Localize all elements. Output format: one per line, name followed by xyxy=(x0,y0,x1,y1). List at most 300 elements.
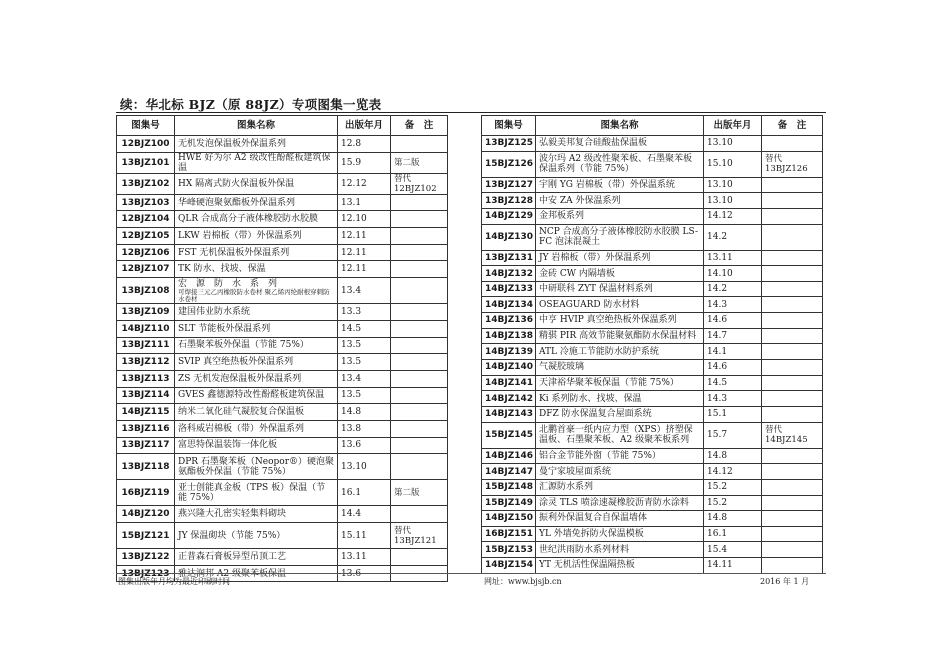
table-row xyxy=(117,278,448,304)
catalog-code xyxy=(117,211,175,228)
publish-date xyxy=(704,328,762,344)
catalog-name xyxy=(536,177,704,193)
catalog-code xyxy=(117,420,175,437)
remark-text: 替代 14BJZ145 xyxy=(765,425,808,446)
remark xyxy=(391,173,448,194)
publish-date xyxy=(338,194,391,211)
catalog-code-text: 13BJZ109 xyxy=(121,306,170,317)
publish-date xyxy=(338,523,391,549)
table-row xyxy=(117,523,448,549)
remark xyxy=(391,194,448,211)
catalog-code xyxy=(117,173,175,194)
table-row xyxy=(117,320,448,337)
catalog-name-text: 华峰硬泡聚氨酯板外保温系列 xyxy=(178,197,296,208)
catalog-name-text: OSEAGUARD 防水材料 xyxy=(539,299,640,310)
remark xyxy=(391,437,448,454)
publish-date xyxy=(704,448,762,464)
catalog-name-text: TK 防水、找坡、保温 xyxy=(178,264,266,275)
table-row xyxy=(482,266,823,282)
remark xyxy=(762,208,823,224)
catalog-code xyxy=(482,360,536,376)
catalog-code-text: 14BJZ136 xyxy=(485,315,534,326)
publish-date-text: 12.11 xyxy=(341,247,367,258)
publish-date-text: 13.5 xyxy=(341,340,362,351)
catalog-code-text: 13BJZ123 xyxy=(121,568,170,579)
catalog-code-text: 14BJZ133 xyxy=(485,284,534,295)
publish-date-text: 13.10 xyxy=(707,138,733,149)
catalog-code-text: 15BJZ153 xyxy=(485,544,534,555)
catalog-code-text: 12BJZ107 xyxy=(121,264,170,275)
publish-date-text: 15.1 xyxy=(707,409,728,420)
remark xyxy=(762,250,823,266)
publish-date xyxy=(704,297,762,313)
catalog-name xyxy=(536,422,704,448)
catalog-code-text: 13BJZ117 xyxy=(121,440,170,451)
catalog-code-text: 12BJZ104 xyxy=(121,214,170,225)
publish-date xyxy=(704,313,762,329)
publish-date xyxy=(704,479,762,495)
publish-date xyxy=(338,337,391,354)
remark xyxy=(762,406,823,422)
table-header-row xyxy=(482,116,823,136)
remark xyxy=(391,136,448,153)
remark xyxy=(762,422,823,448)
publish-date-text: 15.2 xyxy=(707,497,728,508)
table-header-row xyxy=(117,116,448,136)
catalog-code-text: 13BJZ118 xyxy=(121,461,170,472)
catalog-code xyxy=(482,328,536,344)
publish-date xyxy=(704,224,762,250)
remark xyxy=(391,387,448,404)
publish-date-text: 13.6 xyxy=(341,440,362,451)
catalog-code-text: 14BJZ129 xyxy=(485,211,534,222)
catalog-name xyxy=(536,313,704,329)
publish-date-text: 14.7 xyxy=(707,331,728,342)
catalog-code xyxy=(117,278,175,304)
catalog-name xyxy=(175,404,338,421)
table-row xyxy=(482,177,823,193)
catalog-code xyxy=(117,136,175,153)
catalog-name-text: NCP 合成高分子液体橡胶防水胶膜 LS-FC 泡沫混凝土 xyxy=(539,227,699,248)
publish-date xyxy=(338,354,391,371)
publish-date-text: 14.10 xyxy=(707,268,733,279)
catalog-code-text: 13BJZ125 xyxy=(485,138,534,149)
catalog-name xyxy=(175,523,338,549)
catalog-name xyxy=(536,151,704,177)
catalog-name-text: 中研联科 ZYT 保温材料系列 xyxy=(539,284,653,295)
catalog-code xyxy=(117,320,175,337)
remark xyxy=(762,511,823,527)
publish-date xyxy=(704,281,762,297)
catalog-code-text: 14BJZ147 xyxy=(485,466,534,477)
catalog-code xyxy=(117,387,175,404)
catalog-name xyxy=(175,228,338,245)
publish-date xyxy=(704,495,762,511)
catalog-code-text: 13BJZ103 xyxy=(121,197,170,208)
catalog-code-text: 14BJZ138 xyxy=(485,331,534,342)
catalog-code-text: 13BJZ127 xyxy=(485,179,534,190)
catalog-code-text: 14BJZ110 xyxy=(121,323,170,334)
catalog-name xyxy=(175,173,338,194)
catalog-name xyxy=(536,558,704,574)
catalog-code xyxy=(117,523,175,549)
catalog-name-text: SLT 节能板外保温系列 xyxy=(178,323,271,334)
catalog-code xyxy=(482,208,536,224)
catalog-name-text: 纳米二氧化硅气凝胶复合保温板 xyxy=(178,407,305,418)
remark xyxy=(391,480,448,506)
publish-date-text: 13.6 xyxy=(341,568,362,579)
publish-date xyxy=(338,454,391,480)
catalog-code-text: 14BJZ150 xyxy=(485,513,534,524)
table-row xyxy=(117,152,448,173)
publish-date-text: 14.8 xyxy=(341,407,362,418)
publish-date-text: 13.3 xyxy=(341,306,362,317)
remark xyxy=(762,328,823,344)
catalog-name-text: 曼宁家坡屋面系统 xyxy=(539,466,612,477)
publish-date xyxy=(704,344,762,360)
catalog-name xyxy=(175,337,338,354)
publish-date-text: 14.5 xyxy=(707,378,728,388)
table-row xyxy=(117,261,448,278)
remark xyxy=(762,495,823,511)
publish-date-text: 15.9 xyxy=(341,157,362,168)
catalog-name-text: 弘毅美邦复合硅酸盐保温板 xyxy=(539,138,648,149)
catalog-name xyxy=(536,136,704,152)
remark xyxy=(391,244,448,261)
catalog-code-text: 15BJZ121 xyxy=(121,530,170,541)
publish-date xyxy=(704,558,762,574)
catalog-name-text: LKW 岩棉板（带）外保温系列 xyxy=(178,230,302,241)
publish-date xyxy=(338,152,391,173)
catalog-code xyxy=(482,526,536,542)
catalog-name-text: 富思特保温装饰一体化板 xyxy=(178,440,278,451)
catalog-name-text: 铝合金节能外窗（节能 75%） xyxy=(539,450,661,461)
catalog-name-text: YL 外墙免拆防火保温模板 xyxy=(539,529,644,540)
publish-date xyxy=(704,422,762,448)
catalog-code xyxy=(117,244,175,261)
remark-text: 替代 12BJZ102 xyxy=(394,173,437,194)
catalog-name-text: 无机发泡保温板外保温系列 xyxy=(178,138,287,149)
table-row xyxy=(482,328,823,344)
publish-date-text: 16.1 xyxy=(707,529,728,540)
publish-date-text: 16.1 xyxy=(341,487,362,498)
remark xyxy=(391,523,448,549)
catalog-code xyxy=(482,313,536,329)
publish-date xyxy=(704,193,762,209)
catalog-name-text: FST 无机保温板外保温系列 xyxy=(178,247,290,258)
publish-date xyxy=(704,177,762,193)
catalog-name-text: 雅达润邦 A2 级聚苯板保温 xyxy=(178,568,286,579)
catalog-name xyxy=(175,454,338,480)
table-row xyxy=(482,151,823,177)
catalog-name xyxy=(175,437,338,454)
table-row xyxy=(117,420,448,437)
catalog-code-text: 13BJZ112 xyxy=(121,357,170,368)
catalog-name xyxy=(175,278,338,304)
catalog-code xyxy=(482,224,536,250)
publish-date xyxy=(704,136,762,152)
publish-date xyxy=(338,211,391,228)
catalog-code xyxy=(482,177,536,193)
catalog-code xyxy=(117,437,175,454)
remark xyxy=(391,278,448,304)
catalog-code xyxy=(482,281,536,297)
table-row xyxy=(117,244,448,261)
catalog-name xyxy=(175,136,338,153)
left-table-body xyxy=(117,136,448,582)
catalog-name xyxy=(175,506,338,523)
catalog-code-text: 13BJZ131 xyxy=(485,252,534,263)
publish-date-text: 12.10 xyxy=(341,214,367,225)
publish-date-text: 15.10 xyxy=(707,159,733,170)
title-rule xyxy=(116,112,826,113)
catalog-name-text: 正普森石膏板异型吊顶工艺 xyxy=(178,551,287,562)
catalog-name xyxy=(536,281,704,297)
publish-date xyxy=(338,549,391,566)
table-row xyxy=(482,281,823,297)
table-row xyxy=(482,297,823,313)
catalog-name xyxy=(536,495,704,511)
catalog-code xyxy=(117,152,175,173)
catalog-name xyxy=(536,193,704,209)
footer-rule xyxy=(116,573,826,574)
table-row xyxy=(482,406,823,422)
remark xyxy=(762,177,823,193)
remark-text: 第二版 xyxy=(394,487,420,498)
catalog-name xyxy=(536,406,704,422)
publish-date xyxy=(338,228,391,245)
catalog-code xyxy=(117,228,175,245)
catalog-name xyxy=(175,480,338,506)
catalog-code xyxy=(117,261,175,278)
catalog-name-text: 北鹏首豪一纸内应力型（XPS）挤塑保温板、石墨聚苯板、A2 级聚苯板系列 xyxy=(539,425,693,446)
table-row xyxy=(482,479,823,495)
catalog-code-text: 13BJZ114 xyxy=(121,390,170,401)
right-catalog-table xyxy=(481,115,823,574)
publish-date-text: 13.5 xyxy=(341,390,362,401)
catalog-code-text: 14BJZ132 xyxy=(485,268,534,279)
catalog-name xyxy=(536,542,704,558)
table-row xyxy=(117,454,448,480)
catalog-code-text: 13BJZ102 xyxy=(121,178,170,189)
remark xyxy=(762,391,823,407)
publish-date xyxy=(338,244,391,261)
catalog-code xyxy=(482,422,536,448)
remark xyxy=(391,454,448,480)
catalog-code xyxy=(117,354,175,371)
table-row xyxy=(482,464,823,480)
remark xyxy=(762,151,823,177)
publish-date xyxy=(704,464,762,480)
catalog-name-text: 振利外保温复合自保温墙体 xyxy=(539,513,648,524)
table-row xyxy=(482,208,823,224)
publish-date-text: 12.11 xyxy=(341,264,367,275)
catalog-name-text: DFZ 防水保温复合屋面系统 xyxy=(539,409,652,420)
table-row xyxy=(482,136,823,152)
publish-date xyxy=(338,173,391,194)
catalog-code xyxy=(482,151,536,177)
catalog-code-text: 14BJZ142 xyxy=(485,393,534,404)
remark xyxy=(762,464,823,480)
catalog-name-text: Ki 系列防水、找坡、保温 xyxy=(539,393,642,404)
publish-date xyxy=(704,406,762,422)
table-row xyxy=(117,370,448,387)
table-row xyxy=(117,228,448,245)
remark xyxy=(762,136,823,152)
catalog-name-text: 波尔玛 A2 级改性聚苯板、石墨聚苯板保温系列（节能 75%） xyxy=(539,154,692,175)
catalog-code-text: 13BJZ101 xyxy=(121,157,170,168)
catalog-name xyxy=(536,266,704,282)
catalog-code-text: 13BJZ116 xyxy=(121,423,170,434)
remark xyxy=(762,448,823,464)
catalog-name xyxy=(536,375,704,391)
catalog-name xyxy=(175,370,338,387)
catalog-name xyxy=(175,304,338,321)
publish-date-text: 14.1 xyxy=(707,346,728,357)
publish-date-text: 13.10 xyxy=(707,179,733,190)
publish-date xyxy=(704,208,762,224)
catalog-name-text: 世纪洪雨防水系列材料 xyxy=(539,544,630,555)
catalog-code-text: 14BJZ130 xyxy=(485,232,534,243)
publish-date xyxy=(704,375,762,391)
table-row xyxy=(482,558,823,574)
catalog-name xyxy=(175,354,338,371)
publish-date xyxy=(704,151,762,177)
table-row xyxy=(117,354,448,371)
page-title: 续：华北标 BJZ（原 88JZ）专项图集一览表 xyxy=(120,97,382,112)
catalog-code xyxy=(117,549,175,566)
catalog-code xyxy=(482,297,536,313)
remark xyxy=(762,479,823,495)
remark xyxy=(391,420,448,437)
publish-date-text: 12.11 xyxy=(341,230,367,241)
table-row xyxy=(117,506,448,523)
catalog-code-text: 16BJZ151 xyxy=(485,529,534,540)
catalog-name-text: ATL 冷施工节能防水防护系统 xyxy=(539,346,659,357)
catalog-name xyxy=(536,511,704,527)
catalog-name-text: SVIP 真空绝热板外保温系列 xyxy=(178,357,294,368)
catalog-code-text: 15BJZ145 xyxy=(485,430,534,441)
catalog-name-text: 宇刚 YG 岩棉板（带）外保温系统 xyxy=(539,179,675,190)
table-row xyxy=(482,526,823,542)
catalog-code-text: 15BJZ149 xyxy=(485,497,534,508)
header-year: 出版年月 xyxy=(338,116,391,136)
catalog-code xyxy=(482,391,536,407)
publish-date xyxy=(704,266,762,282)
publish-date-text: 12.8 xyxy=(341,138,362,149)
catalog-code-text: 13BJZ108 xyxy=(121,285,170,296)
remark-text: 替代 13BJZ121 xyxy=(394,525,437,546)
remark xyxy=(391,370,448,387)
catalog-name xyxy=(175,152,338,173)
publish-date-text: 13.4 xyxy=(341,373,362,384)
catalog-name xyxy=(536,344,704,360)
catalog-code xyxy=(482,406,536,422)
catalog-code xyxy=(117,194,175,211)
table-row xyxy=(482,313,823,329)
catalog-name-text: 天津裕华聚苯板保温（节能 75%） xyxy=(539,378,679,388)
catalog-name-text: 宏 源 防 水 系 列 xyxy=(178,278,278,289)
remark-text: 替代 13BJZ126 xyxy=(765,154,808,175)
remark xyxy=(391,549,448,566)
table-row xyxy=(117,337,448,354)
publish-date-text: 13.4 xyxy=(341,285,362,296)
header-code: 图集号 xyxy=(482,116,536,136)
catalog-code xyxy=(482,344,536,360)
catalog-name-text: 金邦板系列 xyxy=(539,211,585,222)
header-note: 备 注 xyxy=(762,116,823,136)
catalog-name-text: 亚士创能真金板（TPS 板）保温（节能 75%） xyxy=(178,482,326,503)
footer-note: 图集出版年月均为最近印刷时间 xyxy=(118,577,230,586)
header-year: 出版年月 xyxy=(704,116,762,136)
publish-date xyxy=(338,136,391,153)
publish-date-text: 15.2 xyxy=(707,482,728,493)
catalog-code-text: 15BJZ126 xyxy=(485,159,534,170)
table-row xyxy=(117,304,448,321)
remark xyxy=(762,193,823,209)
remark xyxy=(391,320,448,337)
catalog-code xyxy=(482,266,536,282)
remark xyxy=(762,297,823,313)
left-catalog-table xyxy=(116,115,448,582)
catalog-name xyxy=(175,387,338,404)
publish-date-text: 14.3 xyxy=(707,299,728,310)
publish-date-text: 15.11 xyxy=(341,530,367,541)
catalog-name-subtitle: 可焊接三元乙丙橡胶防水卷材 聚乙烯丙纶耐根穿刺防水卷材 xyxy=(178,287,330,303)
remark xyxy=(391,337,448,354)
catalog-name xyxy=(536,360,704,376)
table-row xyxy=(482,448,823,464)
catalog-code-text: 14BJZ141 xyxy=(485,378,534,388)
remark xyxy=(762,224,823,250)
catalog-code-text: 14BJZ139 xyxy=(485,346,534,357)
publish-date xyxy=(338,370,391,387)
remark xyxy=(762,281,823,297)
catalog-code-text: 12BJZ105 xyxy=(121,230,170,241)
catalog-name xyxy=(175,211,338,228)
catalog-code-text: 12BJZ100 xyxy=(121,138,170,149)
catalog-name xyxy=(536,479,704,495)
publish-date xyxy=(338,480,391,506)
catalog-name-text: 中亨 HVIP 真空绝热板外保温系列 xyxy=(539,315,677,326)
publish-date-text: 14.12 xyxy=(707,211,733,222)
remark xyxy=(762,542,823,558)
catalog-code-text: 16BJZ119 xyxy=(121,487,170,498)
publish-date-text: 13.5 xyxy=(341,357,362,368)
catalog-name xyxy=(175,194,338,211)
remark xyxy=(762,266,823,282)
catalog-code xyxy=(117,337,175,354)
remark xyxy=(762,360,823,376)
publish-date xyxy=(338,278,391,304)
publish-date-text: 14.6 xyxy=(707,315,728,326)
catalog-name xyxy=(536,328,704,344)
catalog-code xyxy=(117,370,175,387)
catalog-name-text: ZS 无机发泡保温板外保温系列 xyxy=(178,373,302,384)
publish-date-text: 14.2 xyxy=(707,284,728,295)
publish-date-text: 15.7 xyxy=(707,430,728,441)
catalog-code-text: 14BJZ146 xyxy=(485,450,534,461)
publish-date-text: 14.2 xyxy=(707,232,728,243)
remark xyxy=(762,526,823,542)
catalog-name-text: 涂灵 TLS 喷涂速凝橡胶沥青防水涂料 xyxy=(539,497,689,508)
catalog-code-text: 13BJZ128 xyxy=(485,195,534,206)
catalog-name-text: 金砖 CW 内隔墙板 xyxy=(539,268,615,279)
catalog-code xyxy=(117,454,175,480)
right-table-body xyxy=(482,136,823,574)
publish-date xyxy=(704,250,762,266)
table-row xyxy=(482,193,823,209)
